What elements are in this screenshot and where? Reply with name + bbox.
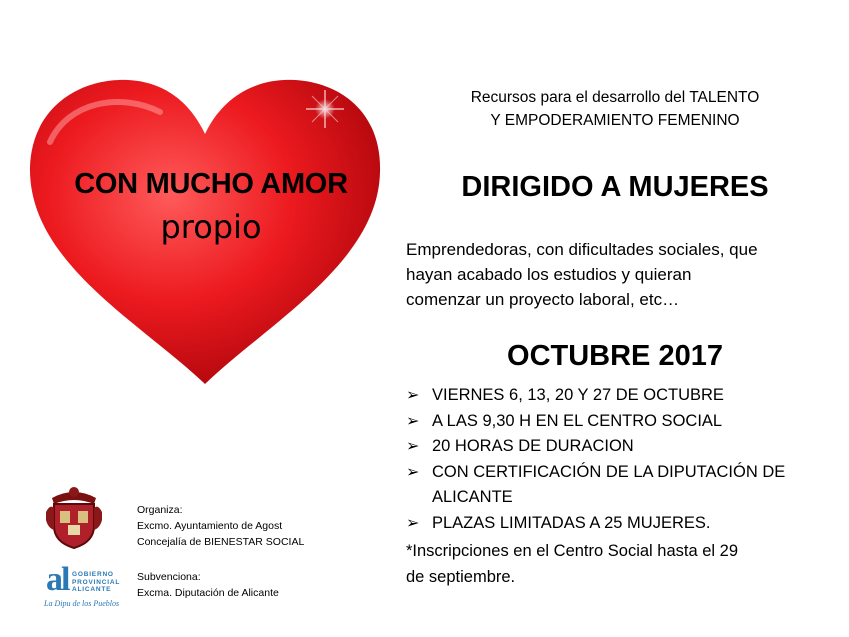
list-item [406, 511, 826, 537]
registration-note [406, 539, 826, 590]
description [406, 237, 816, 312]
resources-line-2: Y EMPODERAMIENTO FEMENINO [490, 112, 740, 129]
list-item-text: CON CERTIFICACIÓN DE LA DIPUTACIÓN DE ALICANTE [432, 462, 786, 506]
list-item-text: 20 HORAS DE DURACION [432, 437, 634, 455]
list-item-text: PLAZAS LIMITADAS A 25 MUJERES. [432, 513, 711, 532]
list-item-text: VIERNES 6, 13, 20 Y 27 DE OCTUBRE [432, 386, 724, 404]
arrow-bullet-icon: ➢ [406, 463, 420, 481]
organizer-block [137, 502, 304, 550]
details-list [406, 383, 826, 536]
diputacion-logo [44, 561, 124, 615]
sponsor-line-1: Excma. Diputación de Alicante [137, 587, 279, 599]
logo-gov-line-3: ALICANTE [72, 586, 112, 593]
logo-gov-line-2: PROVINCIAL [72, 578, 121, 586]
arrow-bullet-icon: ➢ [406, 412, 420, 430]
description-line-1: Emprendedoras, con dificultades sociales, que [406, 240, 758, 259]
heart-title: CON MUCHO AMOR [74, 168, 348, 200]
sponsor-label: Subvenciona: [137, 571, 201, 583]
sponsor-block [137, 569, 279, 601]
description-line-3: comenzar un proyecto laboral, etc… [406, 290, 680, 309]
headline: DIRIGIDO A MUJERES [461, 171, 769, 203]
list-item-text: A LAS 9,30 H EN EL CENTRO SOCIAL [432, 411, 723, 430]
list-item [406, 383, 826, 409]
note-line-1: *Inscripciones en el Centro Social hasta el 29 [406, 542, 739, 560]
resources-line-1: Recursos para el desarrollo del TALENTO [470, 89, 760, 106]
arrow-bullet-icon: ➢ [406, 514, 420, 532]
organizer-label: Organiza: [137, 504, 183, 516]
arrow-bullet-icon: ➢ [406, 387, 420, 404]
note-line-2: de septiembre. [406, 567, 516, 586]
organizer-line-1: Excmo. Ayuntamiento de Agost [137, 520, 283, 532]
organizer-line-2: Concejalía de BIENESTAR SOCIAL [137, 536, 305, 548]
logo-letters: al [46, 561, 69, 598]
description-line-2: hayan acabado los estudios y quieran [406, 265, 692, 284]
list-item [406, 460, 826, 511]
logo-gov-text [72, 571, 120, 594]
agost-coat-of-arms-icon [44, 484, 104, 550]
month-heading: OCTUBRE 2017 [507, 340, 723, 372]
heart-subtitle: propio [160, 208, 262, 246]
logo-motto: La Dipu de los Pueblos [44, 599, 120, 608]
logo-gov-line-1: GOBIERNO [72, 571, 114, 578]
list-item [406, 409, 826, 435]
list-item [406, 434, 826, 460]
resources-heading [400, 86, 830, 132]
arrow-bullet-icon: ➢ [406, 438, 420, 455]
heart-graphic [20, 72, 390, 390]
